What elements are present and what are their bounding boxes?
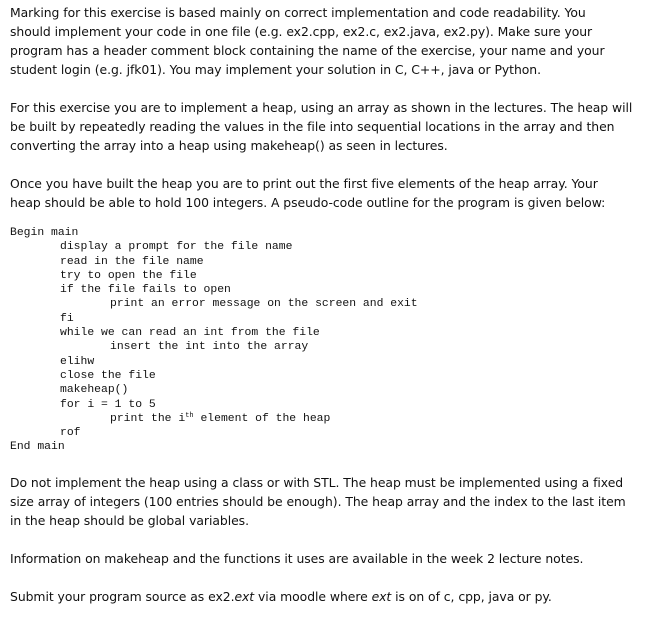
submission-paragraph bbox=[10, 587, 642, 606]
text-line: student login (e.g. jfk01). You may implement your solution in C, C++, java or Python. bbox=[10, 62, 542, 77]
code-line: insert the int into the array bbox=[110, 341, 309, 354]
code-line: if the file fails to open bbox=[60, 284, 231, 297]
text-fragment: is on of c, cpp, java or py. bbox=[391, 588, 552, 604]
code-line: fi bbox=[60, 312, 74, 325]
text-line: in the heap should be global variables. bbox=[10, 512, 249, 528]
code-line: read in the file name bbox=[60, 255, 204, 268]
code-line: elihw bbox=[60, 355, 95, 368]
code-line: End main bbox=[10, 441, 65, 454]
superscript: th bbox=[185, 411, 194, 420]
code-text: print the i bbox=[110, 412, 186, 425]
code-line: makeheap() bbox=[60, 384, 129, 397]
text-line: size array of integers (100 entries should be enough). The heap array and the index to the last item bbox=[10, 493, 626, 509]
code-line: display a prompt for the file name bbox=[60, 241, 293, 254]
text-line: be built by repeatedly reading the values in the file into sequential locations in the array and then bbox=[10, 119, 615, 134]
text-line: should implement your code in one file (e.g. ex2.cpp, ex2.c, ex2.java, ex2.py). Make sure your bbox=[10, 24, 593, 39]
implementation-constraints-paragraph bbox=[10, 473, 642, 530]
text-line: heap should be able to hold 100 integers. A pseudo-code outline for the program is given below: bbox=[10, 195, 606, 210]
ext-placeholder: ext bbox=[371, 588, 392, 604]
pseudocode-block bbox=[10, 226, 642, 455]
text-line: Do not implement the heap using a class or with STL. The heap must be implemented using a fixed bbox=[10, 474, 624, 490]
print-requirements-paragraph bbox=[10, 174, 642, 212]
code-line: close the file bbox=[60, 369, 156, 382]
code-text: element of the heap bbox=[193, 412, 331, 425]
text-line: program has a header comment block containing the name of the exercise, your name and your bbox=[10, 43, 605, 58]
exercise-instructions bbox=[10, 3, 642, 606]
code-line: for i = 1 to 5 bbox=[60, 398, 156, 411]
marking-paragraph bbox=[10, 3, 642, 79]
ext-placeholder: ext bbox=[234, 588, 255, 604]
heap-description-paragraph bbox=[10, 98, 642, 155]
text-fragment: via moodle where bbox=[254, 588, 372, 604]
information-paragraph bbox=[10, 549, 642, 568]
code-line: while we can read an int from the file bbox=[60, 327, 320, 340]
text-line bbox=[10, 587, 642, 606]
text-line: Information on makeheap and the functions it uses are available in the week 2 lecture notes. bbox=[10, 550, 584, 566]
text-line: Marking for this exercise is based mainly on correct implementation and code readability. You bbox=[10, 5, 586, 20]
text-line: converting the array into a heap using makeheap() as seen in lectures. bbox=[10, 138, 448, 153]
code-line-print-element bbox=[10, 412, 642, 426]
code-line: print an error message on the screen and exit bbox=[110, 298, 418, 311]
text-line: For this exercise you are to implement a heap, using an array as shown in the lectures. The heap will bbox=[10, 100, 633, 115]
code-line: rof bbox=[60, 427, 81, 440]
code-line: Begin main bbox=[10, 227, 79, 239]
code-line: try to open the file bbox=[60, 269, 197, 282]
text-fragment: Submit your program source as ex2. bbox=[10, 588, 235, 604]
text-line: Once you have built the heap you are to print out the first five elements of the heap array. Your bbox=[10, 176, 598, 191]
